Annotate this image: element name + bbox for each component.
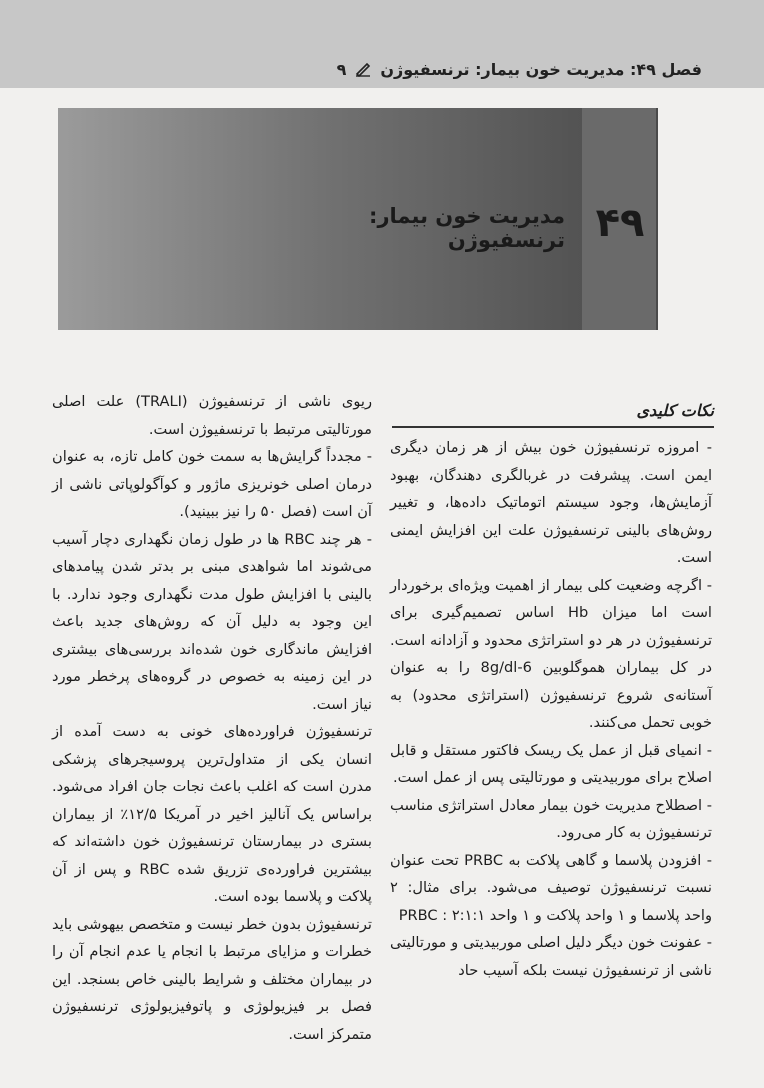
key-points-column (390, 434, 712, 984)
page-number: ۹ (336, 59, 347, 79)
key-point: - امروزه ترنسفیوژن خون بیش از هر زمان دیگری ایمن است. پیشرفت در غربالگری دهندگان، بهبود آزمایش‌ها، وجود سیستم اتوماتیک داده‌ها، و تغییر روش‌های بالینی ترنسفیوژن علت این افزایش ایمنی است. (390, 439, 712, 566)
body-column (52, 388, 372, 1048)
pen-icon (354, 61, 372, 77)
body-paragraph: ترنسفیوژن فراورده‌های خونی به دست آمده از انسان یکی از متداول‌ترین پروسیجرهای پزشکی مدرن است که اغلب باعث نجات جان افراد می‌شود. براساس یک آنالیز اخیر در آمریکا ۱۲/۵٪ از بیماران بستری در بیمارستان ترنسفیوژن خون داشته‌اند که بیشترین فراورده‌ی تزریق شده RBC و پس از آن پلاکت و پلاسما بوده است. (52, 723, 373, 905)
body-paragraph: ترنسفیوژن بدون خطر نیست و متخصص بیهوشی باید خطرات و مزایای مرتبط با انجام یا عدم انجام آن را در بیماران مختلف و شرایط بالینی خاص بسنجد. این فصل بر فیزیولوژی و پاتوفیزیولوژی ترنسفیوژن متمرکز است. (52, 915, 372, 1043)
chapter-title: مدیریت خون بیمار: ترنسفیوژن (369, 204, 565, 252)
chapter-number: ۴۹ (595, 200, 645, 246)
body-paragraph: - هر چند RBC ها در طول زمان نگهداری دچار آسیب می‌شوند اما شواهدی مبنی بر بدتر شدن پیامدهای بالینی با افزایش طول مدت نگهداری وجود ندارد. با این وجود به دلیل آن که روش‌های جدید باعث افزایش ماندگاری خون شده‌اند بررسی‌های بیشتری در این زمینه به خصوص در گروه‌های پرخطر مورد نیاز است. (52, 530, 372, 713)
key-points-heading: نکات کلیدی (392, 394, 714, 428)
key-point: - افزودن پلاسما و گاهی پلاکت به PRBC تحت عنوان نسبت ترنسفیوژن توصیف می‌شود. برای مثال: ۲ واحد پلاسما و ۱ واحد پلاکت و ۱ واحد PRBC : ۲:۱:۱ (390, 851, 712, 924)
key-point: - اگرچه وضعیت کلی بیمار از اهمیت ویژه‌ای برخوردار است اما میزان Hb اساس تصمیم‌گیری برای ترنسفیوژن در هر دو استراتژی محدود و آزادانه است. در کل بیماران هموگلوبین 6-8g/dl را به عنوان آستانه‌ی شروع ترنسفیوژن (استراتژی محدود) به خوبی تحمل می‌کنند. (390, 576, 713, 731)
running-title-text: فصل ۴۹: مدیریت خون بیمار: ترنسفیوژن (380, 59, 702, 79)
body-paragraph: - مجدداً گرایش‌ها به سمت خون کامل تازه، به عنوان درمان اصلی خونریزی ماژور و کوآگولوپاتی ناشی از آن است (فصل ۵۰ را نیز ببینید). (52, 448, 372, 520)
key-point: - عفونت خون دیگر دلیل اصلی موربیدیتی و مورتالیتی ناشی از ترنسفیوژن نیست بلکه آسیب حاد (390, 934, 712, 979)
key-point: - انمیای قبل از عمل یک ریسک فاکتور مستقل و قابل اصلاح برای موربیدیتی و مورتالیتی پس از عمل است. (390, 741, 712, 786)
key-point: - اصطلاح مدیریت خون بیمار معادل استراتژی مناسب ترنسفیوژن به کار می‌رود. (390, 796, 712, 841)
body-paragraph: ریوی ناشی از ترنسفیوژن (TRALI) علت اصلی مورتالیتی مرتبط با ترنسفیوژن است. (52, 393, 372, 438)
running-title (60, 56, 702, 82)
